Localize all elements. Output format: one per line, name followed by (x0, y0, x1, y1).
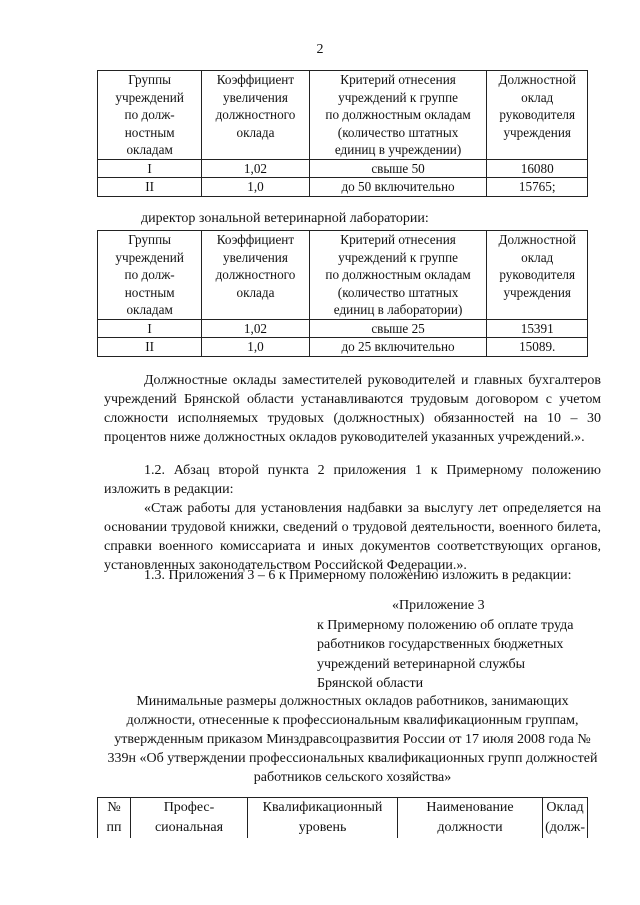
appendix-line: учреждений ветеринарной службы (317, 656, 526, 672)
table-cell: I (98, 319, 202, 338)
table-cell: свыше 50 (309, 159, 487, 178)
table-caption: директор зональной ветеринарной лаборатории: (141, 211, 429, 226)
table-cell: 1,02 (202, 159, 309, 178)
table-header-row (98, 71, 588, 160)
header-cell: Квалификационный уровень (248, 798, 398, 839)
table-cell: 16080 (487, 159, 588, 178)
appendix-line: работников государственных бюджетных (317, 637, 564, 652)
table-cell: II (98, 338, 202, 357)
header-cell: Должностной оклад руководителя учреждения (487, 231, 588, 320)
table-cell: 1,0 (202, 178, 309, 197)
table-row (98, 338, 588, 357)
appendix-line: к Примерному положению об оплате труда (317, 617, 574, 633)
coefficients-table-laboratory (97, 230, 588, 357)
table-row (98, 319, 588, 338)
salary-table (97, 797, 588, 838)
paragraph-amendment-1-2: 1.2. Абзац второй пункта 2 приложения 1 к Примерному положению изложить в редакции: (104, 463, 601, 497)
appendix-title: «Приложение 3 (392, 598, 485, 613)
table-row (98, 178, 588, 197)
header-cell: Оклад (долж- (543, 798, 588, 839)
document-heading: Минимальные размеры должностных окладов работников, занимающих должности, отнесенные к профессиональным квалификационным группам, утвержденным приказом Минздравсоцразвития России от 17 июля 2008 года № 339н «Об утверждении профессиональных квалификационных групп должностей работников сельского хозяйства» (107, 694, 598, 785)
table-cell: II (98, 178, 202, 197)
table-header-row (98, 231, 588, 320)
table-cell: 15391 (487, 319, 588, 338)
header-cell: Группы учреждений по долж- ностным окладам (98, 231, 202, 320)
page-number: 2 (316, 42, 324, 57)
table-cell: до 50 включительно (309, 178, 487, 197)
header-cell: Коэффициент увеличения должностного оклада (202, 71, 309, 160)
table-cell: 15089. (487, 338, 588, 357)
table-cell: 1,02 (202, 319, 309, 338)
appendix-header (317, 596, 574, 694)
table-cell: 1,0 (202, 338, 309, 357)
paragraph-amendment-1-3: 1.3. Приложения 3 – 6 к Примерному положению изложить в редакции: (144, 568, 572, 583)
paragraph-seniority: «Стаж работы для установления надбавки за выслугу лет определяется на основании трудовой книжки, сведений о трудовой деятельности, военного билета, справки военного комиссариата и иных документов соответствующих органов, установленных законодательством Российской Федерации.». (104, 501, 601, 573)
header-cell: Профес- сиональная (131, 798, 248, 839)
table-cell: 15765; (487, 178, 588, 197)
header-cell: Должностной оклад руководителя учреждения (487, 71, 588, 160)
header-cell: Группы учреждений по долж- ностным окладам (98, 71, 202, 160)
header-cell: Наименование должности (398, 798, 543, 839)
table-cell: до 25 включительно (309, 338, 487, 357)
header-cell: Коэффициент увеличения должностного оклада (202, 231, 309, 320)
header-cell: Критерий отнесения учреждений к группе по должностным окладам (количество штатных единиц в лаборатории) (309, 231, 487, 320)
table-header-row (98, 798, 588, 839)
header-cell: № пп (98, 798, 131, 839)
table-row (98, 159, 588, 178)
table-cell: свыше 25 (309, 319, 487, 338)
header-cell: Критерий отнесения учреждений к группе по должностным окладам (количество штатных единиц в учреждении) (309, 71, 487, 160)
table-cell: I (98, 159, 202, 178)
paragraph-deputy-salaries: Должностные оклады заместителей руководителей и главных бухгалтеров учреждений Брянской области устанавливаются трудовым договором с учетом сложности исполняемых трудовых (должностных) обязанностей на 10 – 30 процентов ниже должностных окладов руководителей указанных учреждений.». (104, 373, 601, 445)
appendix-line: Брянской области (317, 676, 424, 691)
coefficients-table-institutions (97, 70, 588, 197)
